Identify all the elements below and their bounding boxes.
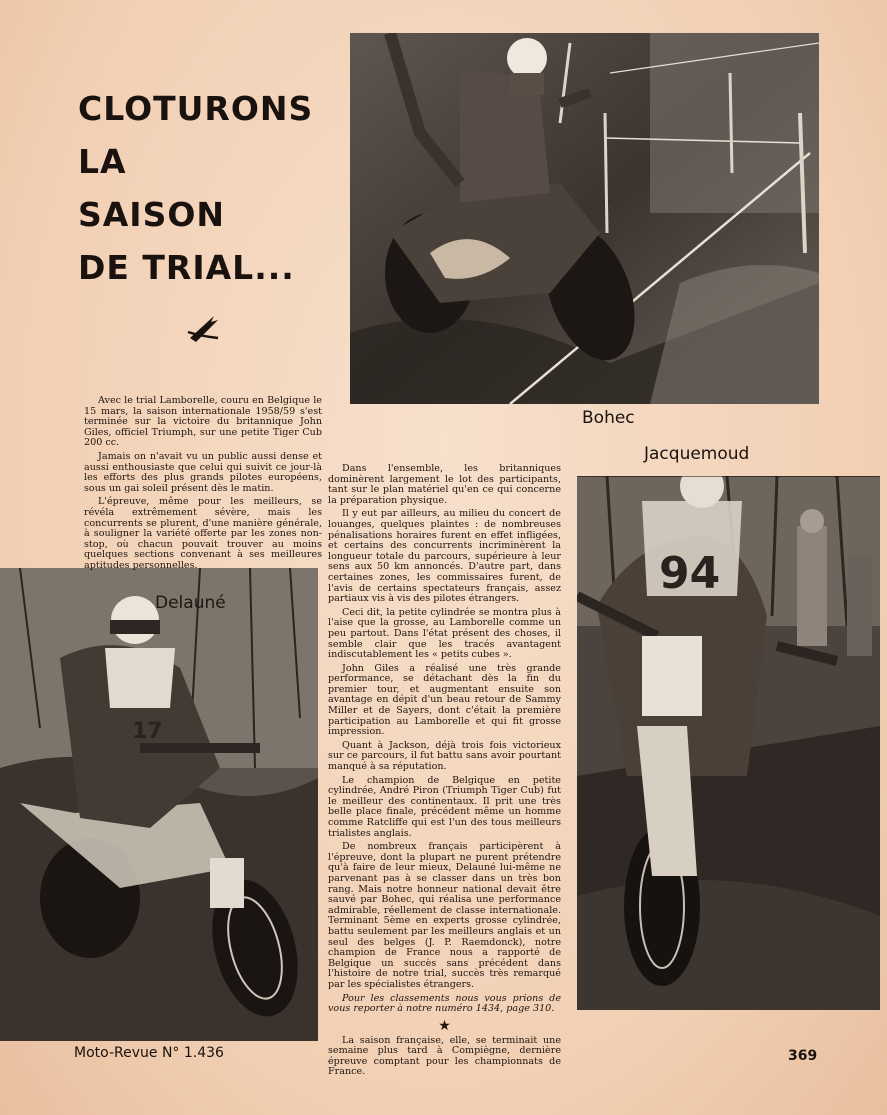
bib-number-delaune: 17 xyxy=(132,719,163,744)
closing-paragraph: La saison française, elle, se terminait une semaine plus tard à Compiègne, dernière épreuve comptant pour les championnats de France. xyxy=(328,1034,561,1078)
caption-bohec: Bohec xyxy=(582,408,635,428)
bib-number-jacquemoud: 94 xyxy=(659,548,721,599)
classification-note: Pour les classements nous vous prions de vous reporter à notre numéro 1434, page 310. xyxy=(328,992,561,1015)
intro-column xyxy=(84,396,322,575)
intro-paragraph-3: L'épreuve, même pour les meilleurs, se révéla extrêmement sévère, mais les concurrents se plurent, d'une manière générale, à souligner la variété offerte par les zones non-stop, où chacun pouvait trouver au moins quelques sections convenant à ses meilleures aptitudes personnelles. xyxy=(84,496,322,571)
photo-jacquemoud xyxy=(577,476,880,1010)
caption-delaune: Delauné xyxy=(155,593,226,613)
caption-jacquemoud: Jacquemoud xyxy=(644,444,750,464)
section-star: ★ xyxy=(438,1017,451,1034)
pen-nib-ornament-icon xyxy=(184,308,224,348)
intro-paragraph-1: Avec le trial Lamborelle, couru en Belgique le 15 mars, la saison internationale 1958/59 s'est terminée sur la victoire du britannique John Giles, officiel Triumph, sur une petite Tiger Cub 200 cc. xyxy=(84,395,322,449)
headline-line-2: LA xyxy=(78,142,127,181)
body-paragraph-6: Le champion de Belgique en petite cylindrée, André Piron (Triumph Tiger Cub) fut le meilleur des continentaux. Il prit une très belle place finale, précédent même un homme comme Ratcliffe qui est l'un des tous meilleurs trialistes anglais. xyxy=(328,774,561,839)
headline-line-1: CLOTURONS xyxy=(78,89,314,128)
body-paragraph-2: Il y eut par ailleurs, au milieu du concert de louanges, quelques plaintes : de nombreuses pénalisations horaires furent en effet infligées, et certains des concurrents incriminèrent la longueur totale du parcours, supérieure à leur sens aux 50 km annoncés. D'autre part, dans certaines zones, les commissaires furent, de l'avis de certains spectateurs français, assez partiaux vis à vis des pilotes étrangers. xyxy=(328,508,561,605)
photo-delaune xyxy=(0,568,318,1041)
headline-line-3: SAISON xyxy=(78,195,226,234)
body-paragraph-1: Dans l'ensemble, les britanniques dominèrent largement le lot des participants, tant sur le plan matériel qu'en ce qui concerne la préparation physique. xyxy=(328,463,561,506)
body-paragraph-5: Quant à Jackson, déjà trois fois victorieux sur ce parcours, il fut battu sans avoir pourtant manqué à sa réputation. xyxy=(328,739,561,773)
intro-paragraph-2: Jamais on n'avait vu un public aussi dense et aussi enthousiaste que celui qui suivit ce jour-là les efforts des plus grands pilotes européens, sous un gai soleil présent dès le matin. xyxy=(84,450,322,494)
headline-line-4: DE TRIAL... xyxy=(78,248,295,287)
body-paragraph-4: John Giles a réalisé une très grande performance, se détachant dès la fin du premier tour, et augmentant ensuite son avantage en dépit d'un beau retour de Sammy Miller et de Sayers, dont c'était la première participation au Lamborelle et qui fit grosse impression. xyxy=(328,662,561,738)
headline xyxy=(78,82,338,294)
magazine-issue: Moto-Revue N° 1.436 xyxy=(74,1045,224,1061)
body-paragraph-7: De nombreux français participèrent à l'épreuve, dont la plupart ne purent prétendre qu'à faire de leur mieux, Delauné lui-même ne parvenant pas à se classer dans un très bon rang. Mais notre honneur national devait être sauvé par Bohec, qui réalisa une performance admirable, réellement de classe internationale. Terminant 5ème en experts grosse cylindrée, battu seulement par les meilleurs anglais et un seul des belges (J. P. Raemdonck), notre champion de France nous a rapporté de Belgique un succès sans précédent dans l'histoire de notre trial, succès très remarqué par les spécialistes étrangers. xyxy=(328,841,561,990)
body-column xyxy=(328,464,561,1081)
page-number: 369 xyxy=(788,1048,818,1064)
body-paragraph-3: Ceci dit, la petite cylindrée se montra plus à l'aise que la grosse, au Lamborelle comme un peu partout. Dans l'état présent des choses, il semble clair que les tracés avantagent indiscutablement les « petits cubes ». xyxy=(328,606,561,661)
photo-bohec xyxy=(350,33,819,404)
